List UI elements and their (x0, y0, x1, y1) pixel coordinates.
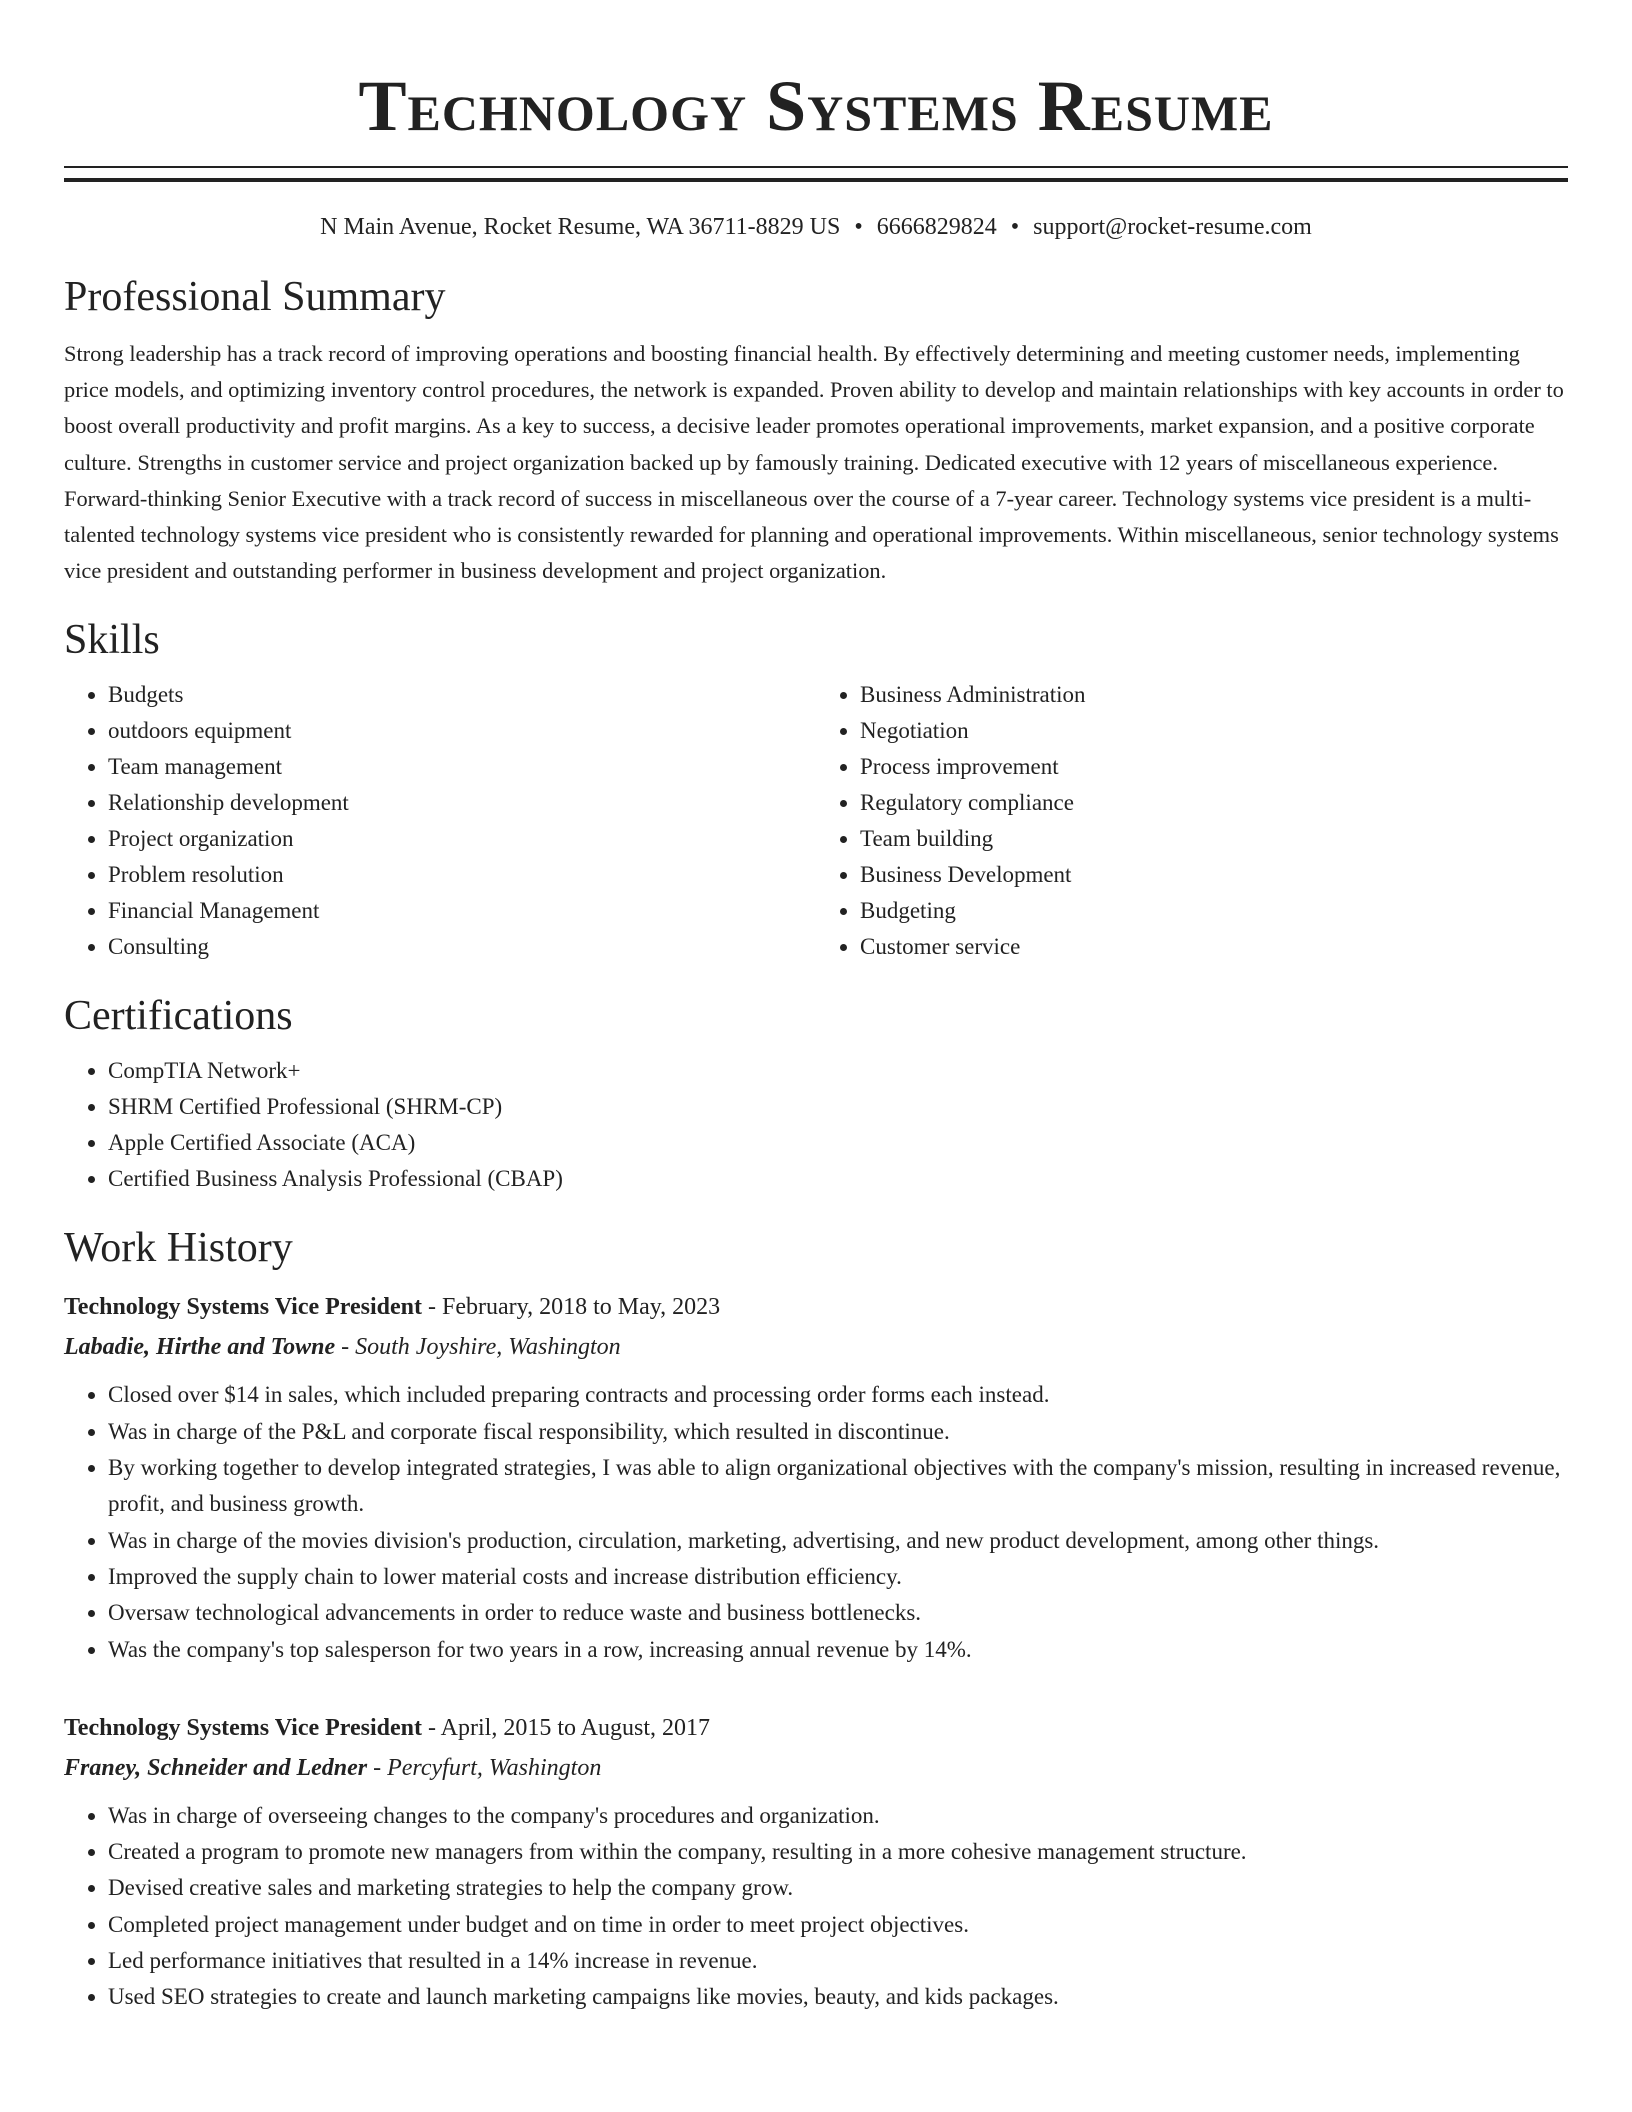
job-bullet: • Led performance initiatives that resulted in a 14% increase in revenue. (108, 1943, 1568, 1979)
skill-item: • Regulatory compliance (860, 785, 1568, 821)
contact-phone: 6666829824 (876, 214, 997, 240)
certification-item: • Apple Certified Associate (ACA) (108, 1125, 1568, 1161)
certifications-heading: Certifications (64, 993, 293, 1040)
skill-item: • Consulting (108, 929, 816, 965)
job-title: Technology Systems Vice President (64, 1714, 422, 1741)
summary-text: Strong leadership has a track record of improving operations and boosting financial health. By effectively determining and meeting customer needs, implementing price models, and optimizing inventory control procedures, the network is expanded. Proven ability to develop and maintain relationships with key accounts in order to boost overall productivity and profit margins. As a key to success, a decisive leader promotes operational improvements, market expansion, and a positive corporate culture. Strengths in customer service and project organization backed up by famously training. Dedicated executive with 12 years of miscellaneous experience. Forward-thinking Senior Executive with a track record of success in miscellaneous over the course of a 7-year career. Technology systems vice president is a multi-talented technology systems vice president who is consistently rewarded for planning and operational improvements. Within miscellaneous, senior technology systems vice president and outstanding performer in business development and project organization. (64, 341, 1564, 584)
skill-item: • Process improvement (860, 749, 1568, 785)
skill-item: • Business Development (860, 857, 1568, 893)
job-dates: - April, 2015 to August, 2017 (422, 1714, 711, 1741)
page-title: Technology Systems Resume (358, 66, 1274, 146)
job-dates: - February, 2018 to May, 2023 (422, 1294, 721, 1321)
company-name: Franey, Schneider and Ledner (64, 1754, 368, 1781)
skill-item: • Team management (108, 749, 816, 785)
job-bullets (64, 1798, 1568, 2016)
job-bullets (64, 1377, 1568, 1667)
company-line (64, 1748, 1568, 1788)
summary-heading: Professional Summary (64, 274, 446, 320)
job-bullet: • Was in charge of the movies division's production, circulation, marketing, advertising, and new product development, among other things. (108, 1523, 1568, 1559)
title-divider (64, 166, 1568, 182)
company-name: Labadie, Hirthe and Towne (64, 1334, 336, 1361)
certification-item: • Certified Business Analysis Professional (CBAP) (108, 1161, 1568, 1197)
certification-item: • SHRM Certified Professional (SHRM-CP) (108, 1089, 1568, 1125)
contact-line (64, 212, 1568, 242)
skill-item: • Customer service (860, 929, 1568, 965)
skill-item: • Budgeting (860, 893, 1568, 929)
job-bullet: • Improved the supply chain to lower material costs and increase distribution efficiency. (108, 1559, 1568, 1595)
job-bullet: • Closed over $14 in sales, which included preparing contracts and processing order forms each instead. (108, 1377, 1568, 1413)
contact-address: N Main Avenue, Rocket Resume, WA 36711-8829 US (320, 214, 841, 240)
job-bullet: • Was in charge of the P&L and corporate fiscal responsibility, which resulted in discontinue. (108, 1414, 1568, 1450)
skills-columns (64, 677, 1568, 965)
certifications-list (64, 1053, 1568, 1197)
skills-heading: Skills (64, 617, 160, 664)
job-entry (64, 1708, 1568, 2016)
contact-separator: • (854, 214, 863, 240)
skill-item: • Problem resolution (108, 857, 816, 893)
company-location: - Percyfurt, Washington (367, 1754, 602, 1781)
job-bullet: • Devised creative sales and marketing strategies to help the company grow. (108, 1870, 1568, 1906)
job-bullet: • By working together to develop integrated strategies, I was able to align organizational objectives with the company's mission, resulting in increased revenue, profit, and business growth. (108, 1450, 1568, 1523)
job-bullet: • Created a program to promote new managers from within the company, resulting in a more cohesive management structure. (108, 1834, 1568, 1870)
contact-email: support@rocket-resume.com (1033, 214, 1312, 240)
job-bullet: • Was in charge of overseeing changes to the company's procedures and organization. (108, 1798, 1568, 1834)
job-bullet: • Completed project management under budget and on time in order to meet project objectives. (108, 1907, 1568, 1943)
job-entry (64, 1287, 1568, 1667)
job-bullet: • Used SEO strategies to create and launch marketing campaigns like movies, beauty, and kids packages. (108, 1979, 1568, 2015)
skills-list-right (816, 677, 1568, 965)
job-title: Technology Systems Vice President (64, 1294, 422, 1321)
skill-item: • outdoors equipment (108, 713, 816, 749)
skill-item: • Budgets (108, 677, 816, 713)
skill-item: • Business Administration (860, 677, 1568, 713)
skills-list-left (64, 677, 816, 965)
skill-item: • Team building (860, 821, 1568, 857)
work-history-heading: Work History (64, 1225, 293, 1272)
company-location: - South Joyshire, Washington (335, 1334, 621, 1361)
resume-page (64, 0, 1568, 2016)
contact-separator: • (1010, 214, 1020, 240)
skill-item: • Project organization (108, 821, 816, 857)
skill-item: • Relationship development (108, 785, 816, 821)
job-bullet: • Oversaw technological advancements in order to reduce waste and business bottlenecks. (108, 1595, 1568, 1631)
certification-item: • CompTIA Network+ (108, 1053, 1568, 1089)
skill-item: • Financial Management (108, 893, 816, 929)
company-line (64, 1327, 1568, 1367)
job-bullet: • Was the company's top salesperson for two years in a row, increasing annual revenue by 14%. (108, 1632, 1568, 1668)
job-title-line (64, 1708, 1568, 1748)
job-title-line (64, 1287, 1568, 1327)
skill-item: • Negotiation (860, 713, 1568, 749)
